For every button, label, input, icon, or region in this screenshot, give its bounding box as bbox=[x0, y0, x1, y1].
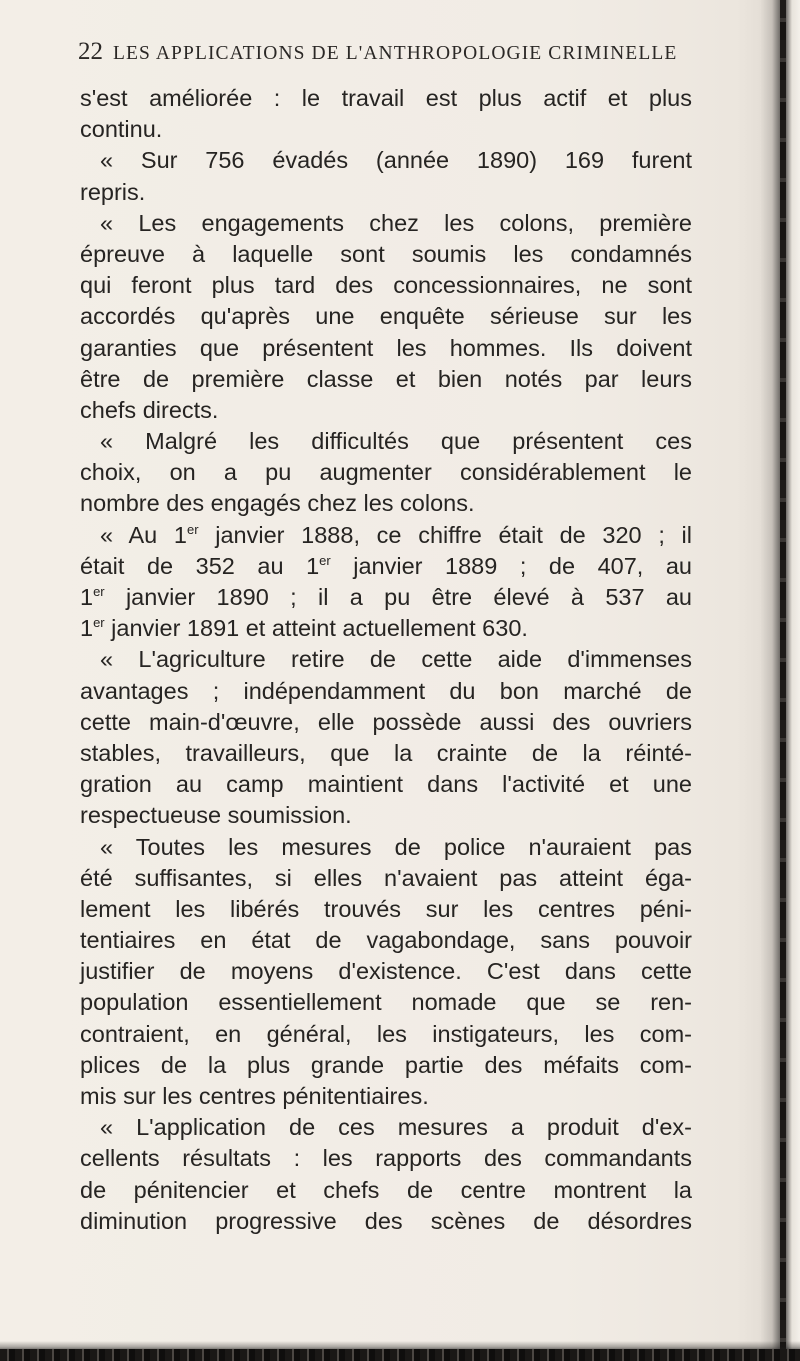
body-text bbox=[80, 83, 692, 1237]
text-line: nombre des engagés chez les colons. bbox=[80, 490, 475, 517]
running-head bbox=[78, 38, 698, 66]
text-line: repris. bbox=[80, 178, 146, 205]
text-line: « Sur 756 évadés (année 1890) 169 furent bbox=[100, 147, 692, 174]
text-line: été suffisantes, si elles n'avaient pas atteint éga- bbox=[80, 864, 692, 891]
page-number: 22 bbox=[78, 38, 103, 65]
text-line: lement les libérés trouvés sur les centres péni- bbox=[80, 895, 692, 922]
running-title: LES APPLICATIONS DE L'ANTHROPOLOGIE CRIMINELLE bbox=[113, 43, 678, 64]
text-line: avantages ; indépendamment du bon marché de bbox=[80, 677, 692, 704]
text-line: choix, on a pu augmenter considérablement le bbox=[80, 459, 692, 486]
text-line: contraient, en général, les instigateurs, les com- bbox=[80, 1020, 692, 1047]
text-line: « L'agriculture retire de cette aide d'immenses bbox=[100, 646, 692, 673]
text-line: « Toutes les mesures de police n'auraient pas bbox=[100, 833, 692, 860]
text-line: qui feront plus tard des concessionnaires, ne sont bbox=[80, 272, 692, 299]
text-line: était de 352 au 1er janvier 1889 ; de 407, au bbox=[80, 552, 692, 579]
text-line: garanties que présentent les hommes. Ils doivent bbox=[80, 334, 692, 361]
text-line: « Au 1er janvier 1888, ce chiffre était de 320 ; il bbox=[100, 521, 692, 548]
text-line: diminution progressive des scènes de désordres bbox=[80, 1207, 692, 1234]
text-line: cette main-d'œuvre, elle possède aussi des ouvriers bbox=[80, 708, 692, 735]
page-edge-binding bbox=[780, 0, 786, 1361]
text-line: « L'application de ces mesures a produit d'ex- bbox=[100, 1114, 692, 1141]
text-line: respectueuse soumission. bbox=[80, 802, 352, 829]
text-line: chefs directs. bbox=[80, 396, 219, 423]
text-line: cellents résultats : les rapports des commandants bbox=[80, 1145, 692, 1172]
text-line: de pénitencier et chefs de centre montrent la bbox=[80, 1176, 692, 1203]
text-line: 1er janvier 1891 et atteint actuellement 630. bbox=[80, 615, 528, 642]
text-line: « Les engagements chez les colons, première bbox=[100, 209, 692, 236]
text-line: stables, travailleurs, que la crainte de la réinté- bbox=[80, 739, 692, 766]
text-line: justifier de moyens d'existence. C'est dans cette bbox=[80, 958, 692, 985]
text-line: 1er janvier 1890 ; il a pu être élevé à 537 au bbox=[80, 584, 692, 610]
text-line: population essentiellement nomade que se ren- bbox=[80, 989, 692, 1016]
text-line: gration au camp maintient dans l'activité et une bbox=[80, 771, 692, 798]
text-line: épreuve à laquelle sont soumis les condamnés bbox=[80, 240, 692, 267]
text-line: accordés qu'après une enquête sérieuse sur les bbox=[80, 303, 692, 330]
page-bottom-edge bbox=[0, 1341, 800, 1361]
text-line: continu. bbox=[80, 116, 163, 143]
text-line: tentiaires en état de vagabondage, sans pouvoir bbox=[80, 927, 692, 954]
text-line: être de première classe et bien notés par leurs bbox=[80, 365, 692, 392]
text-line: « Malgré les difficultés que présentent ces bbox=[100, 428, 692, 455]
text-line: mis sur les centres pénitentiaires. bbox=[80, 1083, 429, 1109]
text-line: s'est améliorée : le travail est plus actif et plus bbox=[80, 85, 692, 111]
text-line: plices de la plus grande partie des méfaits com- bbox=[80, 1051, 692, 1078]
